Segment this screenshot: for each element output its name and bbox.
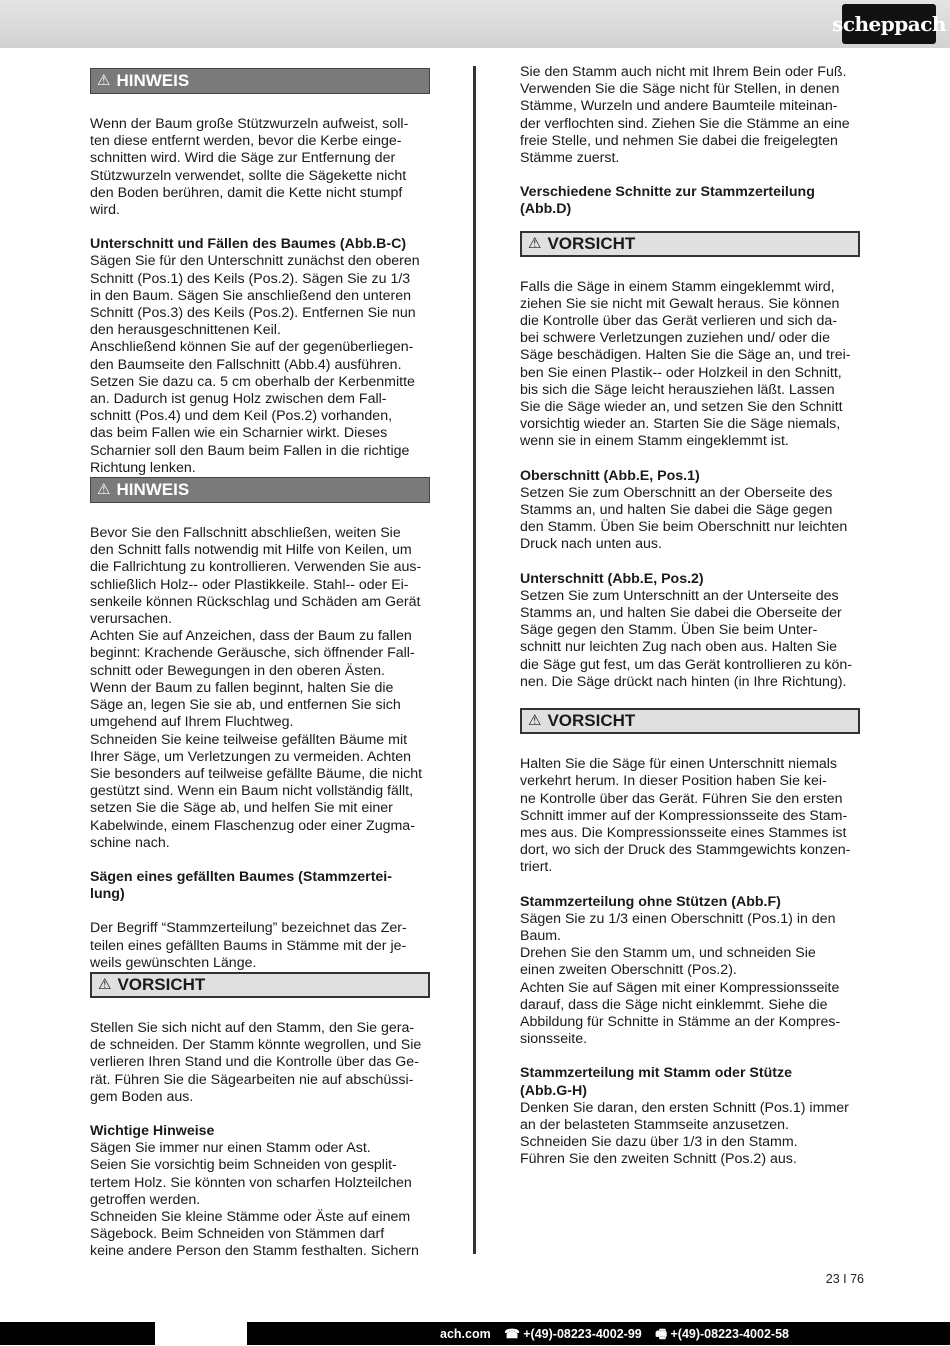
text-line: Stützwurzeln verwendet, sollte die Sägekette nicht: [90, 167, 407, 184]
text-line: Schneiden Sie dazu über 1/3 in den Stamm.: [520, 1134, 798, 1151]
text-line: ziehen Sie sie nicht mit Gewalt heraus. Sie können: [520, 295, 840, 312]
text-line: Sie die Säge wieder an, und setzen Sie den Schnitt: [520, 399, 843, 416]
text-line: (Abb.G-H): [520, 1082, 587, 1099]
text-line: die Fallrichtung zu kontrollieren. Verwenden Sie aus-: [90, 559, 422, 576]
text-line: an der belasteten Stammseite anzusetzen.: [520, 1116, 789, 1133]
text-line: den Stamm. Üben Sie beim Oberschnitt nur leichten: [520, 519, 848, 536]
text-line: darauf, dass die Säge nicht einklemmt. Siehe die: [520, 996, 828, 1013]
vorsicht-2-text: [520, 279, 860, 451]
text-line: Der Begriff “Stammzerteilung” bezeichnet das Zer-: [90, 920, 407, 937]
text-line: rät. Führen Sie die Sägearbeiten nie auf abschüssi-: [90, 1071, 414, 1088]
text-line: freie Stelle, und nehmen Sie dabei die freigelegten: [520, 132, 838, 149]
text-line: Falls die Säge in einem Stamm eingeklemmt wird,: [520, 278, 835, 295]
text-line: vorsichtig wieder an. Starten Sie die Säge niemals,: [520, 416, 841, 433]
vorsicht-box-3: [520, 708, 860, 734]
text-line: Stammzerteilung mit Stamm oder Stütze: [520, 1065, 792, 1082]
text-line: bei schwere Verletzungen zuziehen und/ oder die: [520, 330, 830, 347]
text-line: senkeile können Rückschlag und Schäden am Gerät: [90, 593, 421, 610]
text-line: Verschiedene Schnitte zur Stammzerteilung: [520, 184, 815, 201]
text-line: ne Kontrolle über das Gerät. Führen Sie den ersten: [520, 790, 843, 807]
section-text-ohne-stuetzen: [520, 911, 860, 1049]
text-line: Säge gegen den Stamm. Üben Sie beim Unter-: [520, 622, 818, 639]
text-line: verkehrt herum. In dieser Position haben Sie kei-: [520, 773, 827, 790]
text-line: Denken Sie daran, den ersten Schnitt (Pos.1) immer: [520, 1099, 849, 1116]
section-heading-verschiedene-schnitte: [520, 184, 860, 218]
warning-icon: ⚠: [528, 235, 542, 253]
text-line: Wenn der Baum zu fallen beginnt, halten Sie die: [90, 679, 394, 696]
text-line: Schnitt immer auf der Kompressionsseite des Stam-: [520, 807, 848, 824]
text-line: gestützt sind. Wenn ein Baum nicht vollständig fällt,: [90, 783, 414, 800]
text-line: schine nach.: [90, 834, 170, 851]
column-divider: [473, 66, 476, 1254]
vorsicht-box-2: [520, 231, 860, 257]
text-line: schnitten wird. Wird die Säge zur Entfernung der: [90, 150, 396, 167]
section-heading-stammzerteilung: [90, 869, 430, 903]
text-line: Stämme zuerst.: [520, 150, 620, 167]
text-line: Sägen eines gefällten Baumes (Stammzertei-: [90, 868, 392, 885]
text-line: der verflochten sind. Ziehen Sie die Stämme an eine: [520, 115, 850, 132]
text-line: das beim Fallen wie ein Scharnier wirkt. Dieses: [90, 425, 388, 442]
footer-website[interactable]: ach.com: [440, 1327, 491, 1341]
scheppach-logo: scheppach: [842, 4, 936, 44]
text-line: in den Baum. Sägen Sie anschließend den unteren: [90, 287, 412, 304]
vorsicht-1-text: [90, 1020, 430, 1106]
section-text-wichtige-hinweise: [90, 1140, 430, 1260]
warning-icon: ⚠: [97, 481, 111, 499]
continued-text: [520, 64, 860, 167]
section-heading-mit-stuetze: [520, 1065, 860, 1099]
text-line: Sägebock. Beim Schneiden von Stämmen darf: [90, 1226, 385, 1243]
text-line: Sägen Sie für den Unterschnitt zunächst den oberen: [90, 253, 420, 270]
text-line: keine andere Person den Stamm festhalten. Sichern: [90, 1243, 419, 1260]
section-heading-wichtige-hinweise: Wichtige Hinweise: [90, 1122, 215, 1139]
text-line: Baum.: [520, 927, 562, 944]
vorsicht-title: VORSICHT: [547, 234, 636, 254]
section-heading-oberschnitt: Oberschnitt (Abb.E, Pos.1): [520, 467, 700, 484]
text-line: gem Boden aus.: [90, 1088, 194, 1105]
text-line: schnitt oder Bewegungen in den oberen Ästen.: [90, 662, 385, 679]
text-line: schnitt (Pos.4) und dem Keil (Pos.2) vorhanden,: [90, 408, 393, 425]
text-line: Säge beschädigen. Halten Sie die Säge an, und trei-: [520, 347, 851, 364]
text-line: Kabelwinde, einem Flaschenzug oder einer Zugma-: [90, 817, 415, 834]
text-line: Sie den Stamm auch nicht mit Ihrem Bein oder Fuß.: [520, 64, 847, 80]
vorsicht-title: VORSICHT: [547, 711, 636, 731]
text-line: den herausgeschnittenen Keil.: [90, 322, 281, 339]
text-line: einen zweiten Oberschnitt (Pos.2).: [520, 962, 737, 979]
vorsicht-title: VORSICHT: [117, 975, 206, 995]
section-heading-unterschnitt: Unterschnitt (Abb.E, Pos.2): [520, 570, 704, 587]
text-line: Achten Sie auf Sägen mit einer Kompressionsseite: [520, 979, 840, 996]
header-bar: [0, 0, 950, 48]
text-line: beginnt: Krachende Geräusche, sich öffnender Fall-: [90, 645, 415, 662]
text-line: wenn sie in einem Stamm eingeklemmt ist.: [520, 433, 789, 450]
text-line: Seien Sie vorsichtig beim Schneiden von gesplit-: [90, 1157, 397, 1174]
text-line: den Baumseite den Fallschnitt (Abb.4) ausführen.: [90, 356, 402, 373]
text-line: Wenn der Baum große Stützwurzeln aufweist, soll-: [90, 116, 409, 132]
text-line: Sie besonders auf teilweise gefällte Bäume, die nicht: [90, 765, 423, 782]
text-line: Sägen Sie immer nur einen Stamm oder Ast.: [90, 1140, 371, 1157]
text-line: verlieren Ihren Stand und die Kontrolle über das Ge-: [90, 1054, 419, 1071]
text-line: mes aus. Die Kompressionsseite eines Stammes ist: [520, 824, 847, 841]
text-line: Achten Sie auf Anzeichen, dass der Baum zu fallen: [90, 628, 412, 645]
warning-icon: ⚠: [97, 72, 111, 90]
text-line: Richtung lenken.: [90, 459, 196, 476]
text-line: Führen Sie den zweiten Schnitt (Pos.2) aus.: [520, 1151, 797, 1168]
hinweis-2-text: [90, 525, 430, 852]
footer-fax: 🖷 +(49)-08223-4002-58: [655, 1327, 789, 1341]
text-line: Setzen Sie dazu ca. 5 cm oberhalb der Kerbenmitte: [90, 373, 415, 390]
warning-icon: ⚠: [528, 712, 542, 730]
text-line: Schnitt (Pos.3) des Keils (Pos.2). Entfernen Sie nun: [90, 305, 416, 322]
text-line: an. Dadurch ist genug Holz zwischen dem Fall-: [90, 391, 387, 408]
text-line: Sägen Sie zu 1/3 einen Oberschnitt (Pos.1) in den: [520, 910, 836, 927]
text-line: schnitt nur leichten Zug nach oben aus. Halten Sie: [520, 639, 838, 656]
page-number: 23 I 76: [825, 1272, 864, 1286]
text-line: nen. Die Säge drückt nach hinten (in Ihre Richtung).: [520, 673, 847, 690]
vorsicht-box-1: [90, 972, 430, 998]
text-line: ten diese entfernt werden, bevor die Kerbe einge-: [90, 133, 402, 150]
text-line: dort, wo sich der Druck des Stammgewichts konzen-: [520, 842, 851, 859]
warning-icon: ⚠: [98, 976, 112, 994]
text-line: Druck nach unten aus.: [520, 536, 662, 553]
text-line: bis sich die Säge leicht herausziehen läßt. Lassen: [520, 381, 835, 398]
text-line: teilen eines gefällten Baums in Stämme mit der je-: [90, 937, 407, 954]
text-line: (Abb.D): [520, 201, 572, 218]
vorsicht-3-text: [520, 756, 860, 876]
text-line: wird.: [90, 202, 120, 219]
text-line: Bevor Sie den Fallschnitt abschließen, weiten Sie: [90, 525, 401, 542]
text-line: Drehen Sie den Stamm um, und schneiden Sie: [520, 945, 816, 962]
text-line: verursachen.: [90, 611, 173, 628]
right-column: [520, 64, 860, 1186]
section-text-unterschnitt-faellen: [90, 253, 430, 477]
section-text-mit-stuetze: [520, 1100, 860, 1169]
footer-contact: [440, 1325, 799, 1346]
section-text-unterschnitt: [520, 588, 860, 691]
text-line: die Säge gut fest, um das Gerät kontrollieren zu kön-: [520, 656, 853, 673]
text-line: Abbildung für Schnitte in Stämme an der Kompres-: [520, 1013, 841, 1030]
text-line: Schnitt (Pos.1) des Keils (Pos.2). Sägen Sie zu 1/3: [90, 270, 411, 287]
section-heading-ohne-stuetzen: Stammzerteilung ohne Stützen (Abb.F): [520, 893, 781, 910]
hinweis-box-1: [90, 68, 430, 94]
hinweis-title: HINWEIS: [116, 71, 190, 91]
text-line: Scharnier soll den Baum beim Fallen in die richtige: [90, 442, 410, 459]
hinweis-title: HINWEIS: [116, 480, 190, 500]
text-line: Stamms an, und halten Sie dabei die Säge gegen: [520, 502, 833, 519]
text-line: tertem Holz. Sie könnten von scharfen Holzteilchen: [90, 1174, 412, 1191]
text-line: triert.: [520, 859, 553, 876]
text-line: Setzen Sie zum Unterschnitt an der Unterseite des: [520, 587, 839, 604]
text-line: Setzen Sie zum Oberschnitt an der Oberseite des: [520, 484, 833, 501]
text-line: den Schnitt falls notwendig mit Hilfe von Keilen, um: [90, 542, 412, 559]
footer-white-block: [155, 1322, 247, 1345]
text-line: Ihrer Säge, um Verletzungen zu vermeiden. Achten: [90, 748, 411, 765]
text-line: Stamms an, und halten Sie dabei die Oberseite der: [520, 605, 842, 622]
text-line: setzen Sie die Säge ab, und helfen Sie mit einer: [90, 800, 393, 817]
footer-phone: ☎ +(49)-08223-4002-99: [504, 1327, 642, 1341]
text-line: schließlich Holz-- oder Plastikkeile. Stahl-- oder Ei-: [90, 576, 409, 593]
text-line: Halten Sie die Säge für einen Unterschnitt niemals: [520, 756, 838, 773]
text-line: Anschließend können Sie auf der gegenüberliegen-: [90, 339, 414, 356]
text-line: lung): [90, 886, 125, 903]
section-heading-unterschnitt-faellen: Unterschnitt und Fällen des Baumes (Abb.B-C): [90, 236, 407, 253]
text-line: de schneiden. Der Stamm könnte wegrollen, und Sie: [90, 1037, 422, 1054]
hinweis-box-2: [90, 477, 430, 503]
text-line: getroffen werden.: [90, 1191, 201, 1208]
text-line: Schneiden Sie kleine Stämme oder Äste auf einem: [90, 1208, 411, 1225]
text-line: Verwenden Sie die Säge nicht für Stellen, in denen: [520, 81, 840, 98]
text-line: die Kontrolle über das Gerät verlieren und sich da-: [520, 313, 838, 330]
hinweis-1-text: [90, 116, 430, 219]
text-line: Schneiden Sie keine teilweise gefällten Bäume mit: [90, 731, 408, 748]
section-text-stammzerteilung: [90, 920, 430, 972]
text-line: Stämme, Wurzeln und andere Baumteile miteinan-: [520, 98, 838, 115]
text-line: ben Sie einen Plastik-- oder Holzkeil in den Schnitt,: [520, 364, 842, 381]
text-line: Stellen Sie sich nicht auf den Stamm, den Sie gera-: [90, 1019, 415, 1036]
text-line: weils gewünschten Länge.: [90, 954, 257, 971]
section-text-oberschnitt: [520, 485, 860, 554]
text-line: den Boden berühren, damit die Kette nicht stumpf: [90, 184, 403, 201]
text-line: sionsseite.: [520, 1031, 588, 1048]
text-line: umgehend auf Ihrem Fluchtweg.: [90, 714, 294, 731]
left-column: [90, 68, 430, 1261]
text-line: Säge an, legen Sie sie ab, und entfernen Sie sich: [90, 697, 401, 714]
